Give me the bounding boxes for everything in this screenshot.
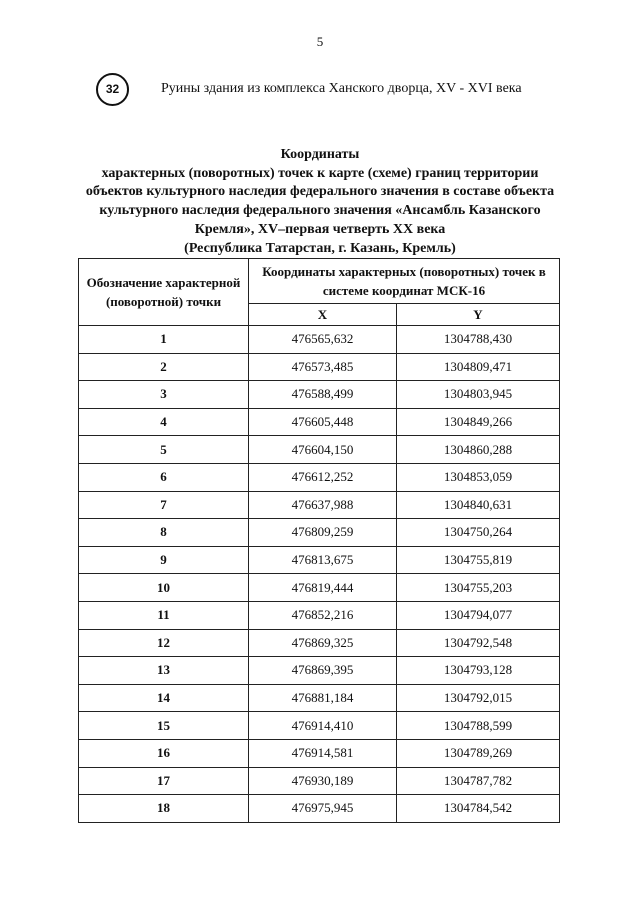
document-title-line: (Республика Татарстан, г. Казань, Кремль): [184, 240, 456, 256]
y-coordinate: 1304853,059: [397, 463, 560, 491]
x-coordinate: 476637,988: [249, 491, 397, 519]
y-coordinate: 1304789,269: [397, 739, 560, 767]
point-id: 15: [79, 712, 249, 740]
header-coordinates: Координаты характерных (поворотных) точек в системе координат МСК-16: [249, 259, 560, 304]
header-y: Y: [397, 304, 560, 326]
header-x: X: [249, 304, 397, 326]
table-row: [79, 657, 560, 685]
x-coordinate: 476565,632: [249, 326, 397, 354]
point-id: 6: [79, 463, 249, 491]
y-coordinate: 1304755,819: [397, 546, 560, 574]
point-id: 11: [79, 601, 249, 629]
y-coordinate: 1304794,077: [397, 601, 560, 629]
x-coordinate: 476852,216: [249, 601, 397, 629]
table-row: [79, 381, 560, 409]
y-coordinate: 1304787,782: [397, 767, 560, 795]
x-coordinate: 476975,945: [249, 795, 397, 823]
object-number-badge: 32: [96, 73, 129, 106]
document-title-line: характерных (поворотных) точек к карте (схеме) границ территории: [101, 165, 539, 181]
point-id: 17: [79, 767, 249, 795]
y-coordinate: 1304784,542: [397, 795, 560, 823]
table-row: [79, 519, 560, 547]
document-title-line: Кремля», XV–первая четверть XX века: [194, 221, 446, 237]
table-row: [79, 629, 560, 657]
point-id: 13: [79, 657, 249, 685]
table-row: [79, 712, 560, 740]
x-coordinate: 476604,150: [249, 436, 397, 464]
y-coordinate: 1304755,203: [397, 574, 560, 602]
point-id: 3: [79, 381, 249, 409]
y-coordinate: 1304809,471: [397, 353, 560, 381]
table-row: [79, 684, 560, 712]
table-row: [79, 767, 560, 795]
document-title-line: Координаты: [280, 147, 360, 162]
document-title-line: объектов культурного наследия федерального значения в составе объекта: [85, 184, 555, 200]
point-id: 9: [79, 546, 249, 574]
x-coordinate: 476869,395: [249, 657, 397, 685]
point-id: 18: [79, 795, 249, 823]
document-title: [40, 146, 600, 258]
object-header: [96, 72, 522, 106]
x-coordinate: 476914,410: [249, 712, 397, 740]
y-coordinate: 1304750,264: [397, 519, 560, 547]
x-coordinate: 476930,189: [249, 767, 397, 795]
coordinates-table: [78, 258, 560, 823]
x-coordinate: 476914,581: [249, 739, 397, 767]
y-coordinate: 1304788,599: [397, 712, 560, 740]
object-title: Руины здания из комплекса Ханского дворца, XV - XVI века: [161, 81, 522, 96]
table-row: [79, 353, 560, 381]
table-row: [79, 463, 560, 491]
x-coordinate: 476881,184: [249, 684, 397, 712]
point-id: 16: [79, 739, 249, 767]
coordinates-table-body: [79, 326, 560, 823]
x-coordinate: 476573,485: [249, 353, 397, 381]
point-id: 1: [79, 326, 249, 354]
x-coordinate: 476605,448: [249, 408, 397, 436]
document-title-line: культурного наследия федерального значения «Ансамбль Казанского: [99, 203, 541, 219]
point-id: 12: [79, 629, 249, 657]
point-id: 8: [79, 519, 249, 547]
y-coordinate: 1304792,015: [397, 684, 560, 712]
table-row: [79, 546, 560, 574]
y-coordinate: 1304849,266: [397, 408, 560, 436]
y-coordinate: 1304788,430: [397, 326, 560, 354]
table-row: [79, 408, 560, 436]
y-coordinate: 1304793,128: [397, 657, 560, 685]
point-id: 14: [79, 684, 249, 712]
table-row: [79, 326, 560, 354]
point-id: 4: [79, 408, 249, 436]
table-row: [79, 601, 560, 629]
header-point: Обозначение характерной (поворотной) точки: [79, 259, 249, 326]
table-row: [79, 574, 560, 602]
table-row: [79, 795, 560, 823]
x-coordinate: 476819,444: [249, 574, 397, 602]
x-coordinate: 476809,259: [249, 519, 397, 547]
point-id: 7: [79, 491, 249, 519]
table-row: [79, 739, 560, 767]
x-coordinate: 476612,252: [249, 463, 397, 491]
table-row: [79, 436, 560, 464]
x-coordinate: 476588,499: [249, 381, 397, 409]
y-coordinate: 1304803,945: [397, 381, 560, 409]
page-number: 5: [316, 34, 324, 49]
point-id: 10: [79, 574, 249, 602]
table-row: [79, 491, 560, 519]
x-coordinate: 476813,675: [249, 546, 397, 574]
y-coordinate: 1304792,548: [397, 629, 560, 657]
point-id: 2: [79, 353, 249, 381]
x-coordinate: 476869,325: [249, 629, 397, 657]
y-coordinate: 1304840,631: [397, 491, 560, 519]
y-coordinate: 1304860,288: [397, 436, 560, 464]
point-id: 5: [79, 436, 249, 464]
